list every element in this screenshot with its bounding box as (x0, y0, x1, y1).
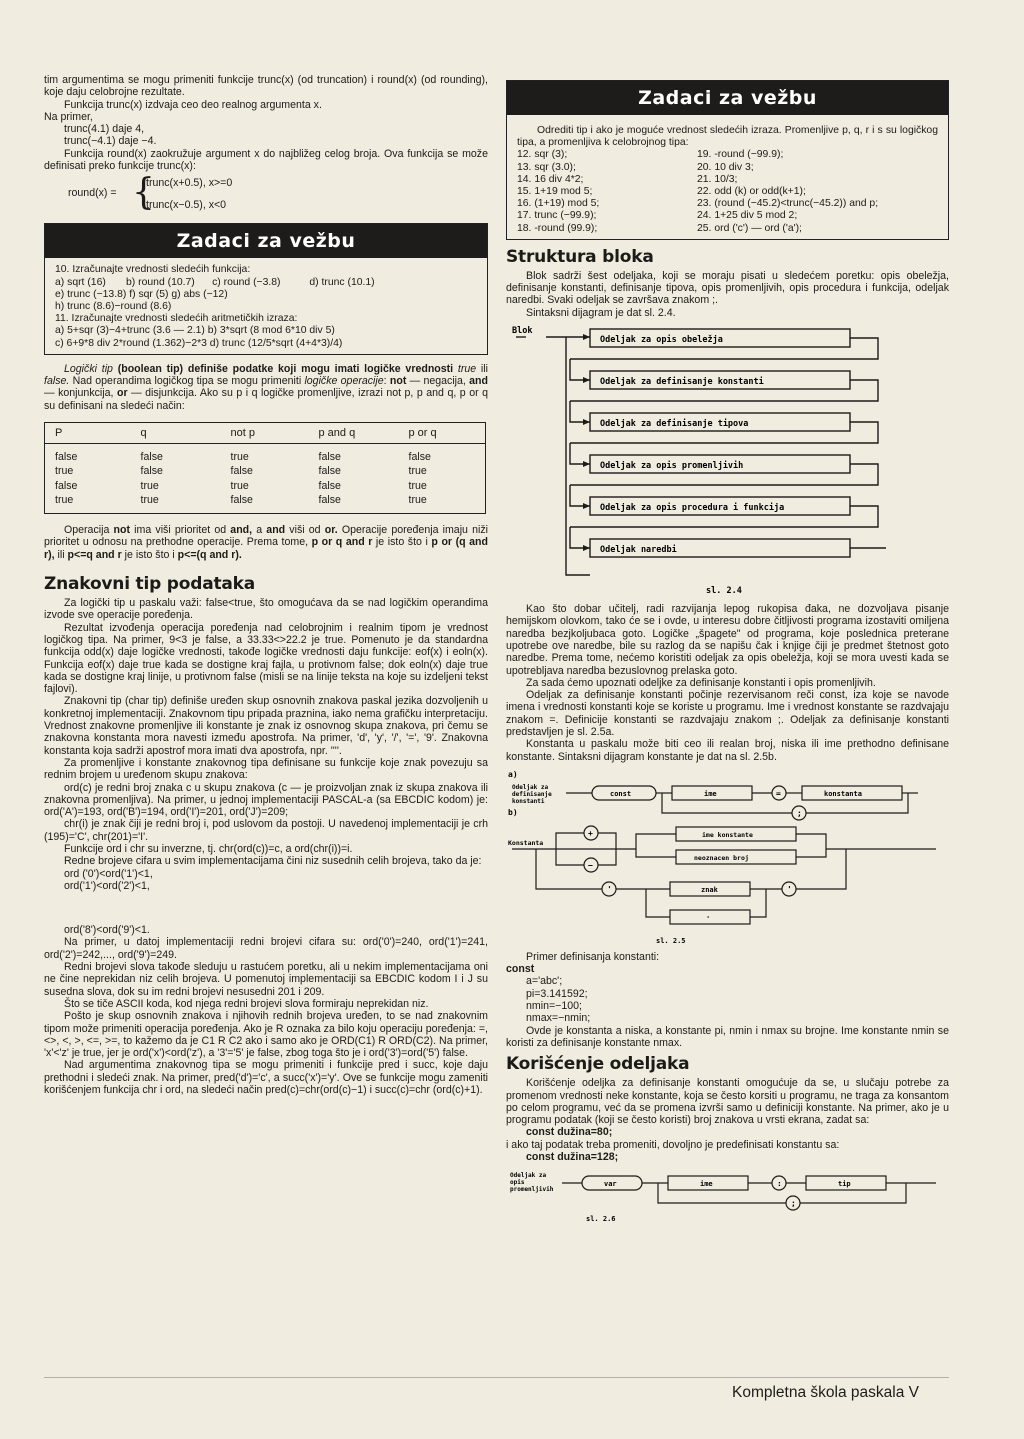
char-paragraph: Za logički tip u paskalu važi: false<true, što omogućava da se nad logičkim operandima izvode sve operacije poređenja. (44, 597, 488, 622)
page-footer: Kompletna škola paskala V (732, 1384, 919, 1401)
truth-header: p or q (399, 422, 486, 443)
truth-cell: false (318, 493, 341, 506)
right-column (506, 80, 949, 1225)
text-run: ili (54, 548, 68, 561)
exercise-item: 21. 10/3; (697, 173, 738, 185)
text-run: ili (476, 362, 488, 375)
diagram-apostrophe: ' (787, 884, 792, 894)
goto-paragraph: Odeljak za definisanje konstanti počinje rezervisanom reči const, iza koje se navode imena i vrednosti konstanti koje se koriste u programu. Ime i vrednost konstante se razdvajaju znakom =. Definicije konstanti se razdvajaju znakom ;. Odeljak za definisanje konstanti predstavljen je sl. 2.5a. (506, 689, 949, 738)
truth-cell: true (140, 493, 159, 506)
diagram-ime: ime (704, 789, 717, 798)
diagram-const-keyword: const (610, 789, 632, 798)
use-paragraph: i ako taj podatak treba promeniti, dovoljno je predefinisati konstantu sa: (506, 1138, 840, 1151)
diagram-apostrophe: ' (607, 884, 612, 894)
round-case-1: trunc(x+0.5), x>=0 (146, 177, 233, 190)
diagram-box: Odeljak naredbi (600, 545, 677, 556)
exercise-item: 12. sqr (3); (517, 149, 568, 161)
diagram-label-b: b) (508, 807, 518, 817)
truth-cell: false (55, 479, 78, 492)
char-paragraph: Za promenljive i konstante znakovnog tipa definisane su funkcije koje znak povezuju sa rednim brojem u uređenom skupu znakova: (44, 756, 488, 782)
ord-line: ord('1')<ord('2')<1, (64, 879, 150, 892)
truth-cell: true (230, 479, 249, 492)
goto-paragraph: Za sada ćemo upoznati odeljke za definisanje konstanti i opis promenljivih. (526, 676, 876, 689)
diagram-box: Odeljak za definisanje konstanti (600, 377, 764, 388)
truth-cell: false (140, 450, 163, 463)
table-row (45, 464, 486, 478)
keyword: or. (324, 524, 338, 537)
text-run: ima viši prioritet od (130, 524, 231, 537)
text-run: Operacija (64, 524, 114, 537)
truth-cell: true (408, 479, 427, 492)
struct-paragraph: Blok sadrži šest odeljaka, koji se moraju pisati u sledećem poretku: opis obeležja, definisanje konstanti, definisanje tipova, opis promenljivih, opis procedura i funkcija, odeljak naredbi. Svaki odeljak se završava znakom ;. (506, 269, 949, 307)
char-paragraph: Redne brojeve cifara u svim implementacijama čini niz susednih celih brojeva, tako da je: (64, 855, 482, 868)
truth-header: not p (221, 422, 309, 443)
diagram-semicolon: ; (797, 808, 802, 818)
logical-type-paragraph (44, 363, 488, 412)
exercise-pair (517, 198, 938, 210)
char-paragraph: Rezultat izvođenja operacija poređenja nad celobrojnim i realnim tipom je vrednost logičkog tipa. Na primer, 9<3 je false, a 33.33<>22.2 je true. Pomenuto je da standardna funkcija odd(x) daje logičke vrednosti, takođe logičke vrednosti daju funkcije: eof(x) i eoln(x). Funkcija eof(x) daje true kada se dostigne kraj fajla, u protivnom false; dok eoln(x) daje true kada se dostigne kraj linije, u protivnom false (misli se na linije teksta na koje su izdeljeni tekst fajlovi). (44, 621, 488, 696)
trunc-description: Funkcija trunc(x) izdvaja ceo deo realnog argumenta x. (64, 98, 322, 111)
char-paragraph: Pošto je skup osnovnih znakova i njihovih rednih brojeva uređen, to se nad znakovnim tipom može primeniti operacija poređenja. Ako je R oznaka za bilo koju operaciju poređenja: =, <>, <, >, <=, >=, to kažemo da je C1 R C2 ako i samo ako je ORD(C1) R ORD(C2). Na primer, 'x'<'z' je true, jer je ord('x')<ord('z'), a '3'='5' je false, zbog toga što je i ord('3')=ord('5') false. (44, 1010, 488, 1060)
diagram-ime-konstante: ime konstante (702, 830, 753, 839)
char-paragraph: chr(i) je znak čiji je redni broj i, pod uslovom da postoji. U navedenoj implementaciji je crh (195)='C', chr(201)='I'. (44, 818, 488, 843)
exercise-pair (517, 186, 938, 198)
exercise-line: 10. Izračunajte vrednosti sledećih funkcija: (55, 264, 251, 276)
text-run: Operacije poređenja imaju niži prioritet u odnosu na prethodne operacije. Prema tome, (44, 524, 488, 549)
brace-icon: { (132, 172, 155, 214)
exercise-item: 15. 1+19 mod 5; (517, 186, 593, 198)
goto-paragraph: Kao što dobar učitelj, radi razvijanja lepog rukopisa đaka, ne dozvoljava pisanje hemijskom olovkom, tako će se i ovde, u interesu dobre čitljivosti programa izostaviti omiljena naredba bezjkoljubaca goto. Logičke „špagete" od programa, koje poslednica preterane upotrebe ove naredbe, bile su razlog da se napišu čak i knjige čiji je predmet štetnost goto naredbe. Prema tome, nećemo koristiti odeljak za opis obeležja, koji se mora uvesti kada se upotrebljava naredba bezuslovnog prelaska goto. (506, 603, 949, 677)
diagram-label-odeljak: konstanti (512, 797, 545, 805)
truth-cell: true (230, 450, 249, 463)
diagram-apostrophe: ' (706, 914, 711, 923)
exercise-title: Zadaci za vežbu (507, 81, 948, 115)
term: false. (44, 375, 70, 388)
diagram-konstanta: konstanta (824, 789, 862, 798)
diagram-eq: = (776, 788, 781, 798)
truth-cell: false (230, 465, 253, 478)
truth-cell: false (408, 450, 431, 463)
exercise-title: Zadaci za vežbu (45, 224, 487, 258)
char-paragraph: Znakovni tip (char tip) definiše uređen skup osnovnih znakova paskal jezika dozvoljenih u konkretnoj implementaciji. Znakovnom tipu pripada praznina, iako nema grafičku interpretaciju. Vrednost znakovne promenljive ili konstante je znak iz osnovnog skupa znakova, pri čemu se znakovna konstanta mora navesti između apostrofa. Na primer, 'd', 'y', '/', '=', '9'. Znakovna konstanta koja sadrži apostrof mora imati dva apostrofa, npr. ''''. (44, 695, 488, 757)
section-heading-struct: Struktura bloka (506, 246, 654, 267)
keyword: p<=(q and r). (177, 548, 242, 561)
text-run: (boolean tip) definiše podatke koji mogu imati logičke vrednosti (112, 362, 458, 375)
use-paragraph: Korišćenje odeljka za definisanje konstanti omogućuje da se, u slučaju potrebe za promenom vrednosti neke konstante, koja se često korsiti u programu, ne traga za konsantom po celom programu, već da se promena izvrši samo u definiciji konstante. Na primer, ako je u programu podatak (koji se često koristi) broj znakova u vrsti ekrana, zadat sa: (506, 1077, 949, 1127)
exercise-item: 23. (round (−45.2)<trunc(−45.2)) and p; (697, 198, 879, 210)
diagram-label-konstanta: Konstanta (508, 838, 544, 847)
char-paragraph: Što se tiče ASCII koda, kod njega redni brojevi slova formiraju neprekidan niz. (64, 997, 429, 1010)
exercise-item: 17. trunc (−99.9); (517, 210, 597, 222)
exercise-pair (517, 174, 938, 186)
exercise-item: 19. -round (−99.9); (697, 149, 784, 161)
exercise-box-right (506, 80, 949, 240)
exercise-item: 14. 16 div 4*2; (517, 173, 584, 185)
round-label: round(x) = (68, 187, 117, 200)
keyword: and (469, 375, 488, 388)
exercise-intro: Odrediti tip i ako je moguće vrednost sledećih izraza. Promenljive p, q, r i s su logičkog tipa, a promenljiva k celobrojnog tipa: (517, 125, 938, 149)
diagram-label-odeljak: definisanje (512, 790, 552, 798)
section-heading-char: Znakovni tip podataka (44, 574, 256, 595)
exercise-line: a) sqrt (16) b) round (10.7) c) round (−3.8) d) trunc (10.1) (55, 276, 375, 288)
table-row (45, 479, 486, 493)
exercise-body (507, 115, 948, 239)
example-lead: Na primer, (44, 110, 93, 123)
diagram-label-odeljak: Odeljak za (510, 1172, 547, 1180)
exercise-line: h) trunc (8.6)−round (8.6) (55, 300, 172, 312)
exercise-line: c) 6+9*8 div 2*round (1.362)−2*3 d) trunc (12/5*sqrt (4+4*3)/4) (55, 337, 343, 349)
exercise-item: 22. odd (k) or odd(k+1); (697, 186, 806, 198)
truth-cell: false (318, 450, 341, 463)
truth-header: p and q (309, 422, 399, 443)
char-paragraph: Redni brojevi slova takođe sleduju u rastućem poretku, ali u nekim implementacijama oni ne čine neprekidan niz celih brojeva. U pomenutoj implementaciji sa EBCDIC kodom I i J su susedna slova, dok su im redni brojevi nesusedni 201 i 209. (44, 961, 488, 998)
truth-cell: false (318, 465, 341, 478)
truth-header: P (45, 422, 131, 443)
trunc-example-2: trunc(−4.1) daje −4. (64, 135, 157, 148)
diagram-semicolon: ; (791, 1199, 796, 1209)
const-line: a='abc'; (526, 975, 563, 988)
truth-cell: false (318, 479, 341, 492)
keyword: not (113, 524, 130, 537)
exercise-pair (517, 223, 938, 235)
text-run: Nad operandima logičkog tipa se mogu primeniti (69, 375, 305, 388)
char-paragraph: Funkcije ord i chr su inverzne, tj. chr(ord(c))=c, a ord(chr(i))=i. (64, 843, 353, 855)
exercise-pair (517, 162, 938, 174)
exercise-line: 11. Izračunajte vrednosti sledećih aritmetičkih izraza: (55, 313, 298, 325)
diagram-box: Odeljak za opis promenljivih (600, 461, 744, 472)
const-line: pi=3.141592; (526, 987, 588, 1000)
exercise-item: 18. -round (99.9); (517, 222, 598, 234)
text-run: — negacija, (406, 375, 470, 388)
text-run: — konjunkcija, (44, 387, 117, 400)
exercise-pair (517, 149, 938, 161)
round-definition (44, 172, 488, 217)
truth-cell: true (55, 493, 74, 506)
truth-cell: true (408, 493, 427, 506)
text-run: — disjunkcija. Ako su p i q logičke promenljive, izrazi not p, p and q, p or q su definisani na sledeći način: (44, 387, 489, 412)
diagram-label-odeljak: promenljivih (510, 1186, 554, 1194)
keyword: const (506, 963, 535, 976)
figure-caption: sl. 2.4 (706, 586, 742, 597)
exercise-item: 20. 10 div 3; (697, 161, 754, 173)
text-run: : (383, 375, 390, 388)
diagram-label-odeljak: Odeljak za (512, 783, 549, 791)
diagram-box: Odeljak za definisanje tipova (600, 419, 749, 430)
block-syntax-diagram (506, 325, 949, 601)
term: Logički tip (64, 362, 113, 375)
figure-caption: sl. 2.5 (656, 936, 686, 945)
diagram-colon: : (777, 1179, 782, 1189)
keyword: or (116, 387, 128, 400)
code-line: const dužina=80; (526, 1126, 613, 1139)
constant-syntax-diagram (506, 769, 949, 949)
term: logičke operacije (304, 375, 384, 388)
footer-rule (44, 1377, 949, 1378)
diagram-plus: + (588, 828, 593, 838)
diagram-label-blok: Blok (512, 326, 533, 337)
truth-table (44, 422, 486, 514)
diagram-znak: znak (701, 885, 718, 894)
keyword: and, (230, 524, 253, 537)
keyword: and (266, 524, 286, 537)
ord-line: ord ('0')<ord('1')<1, (64, 867, 153, 880)
code-line: const dužina=128; (526, 1151, 619, 1164)
exercise-line: a) 5+sqr (3)−4+trunc (3.6 — 2.1) b) 3*sqrt (8 mod 6*10 div 5) (55, 325, 335, 337)
const-explanation: Ovde je konstanta a niska, a konstante pi, nmin i nmax su brojne. Ime konstante nmin se koristi za definisanje konstante nmax. (506, 1024, 949, 1049)
keyword: p or q and r (311, 536, 373, 549)
round-case-2: trunc(x−0.5), x<0 (146, 199, 227, 212)
exercise-box-left (44, 223, 488, 354)
section-heading-use: Korišćenje odeljaka (506, 1054, 690, 1075)
text-run: a (252, 524, 267, 537)
goto-paragraph: Konstanta u paskalu može biti ceo ili realan broj, niska ili ime prethodno definisane konstante. Sintaksni dijagram konstante je dat na sl. 2.5b. (506, 738, 949, 763)
char-paragraph: ord(c) je redni broj znaka c u skupu znakova (c — je proizvoljan znak iz skupa znakova ili znakovna promenljiva). Na primer, u jednoj implementaciji PASCAL-a (sa EBCDIC kodom) je: ord('A')=193, ord('B')=194, ord('I')=201, ord('J')=209; (44, 781, 488, 819)
trunc-example-1: trunc(4.1) daje 4, (64, 123, 145, 136)
diagram-var-keyword: var (604, 1180, 617, 1189)
diagram-label-a: a) (508, 769, 518, 779)
diagram-tip: tip (838, 1180, 851, 1189)
keyword: not (389, 375, 407, 388)
diagram-label-odeljak: opis (510, 1179, 525, 1187)
exercise-pair (517, 210, 938, 222)
const-line: nmax=−nmin; (526, 1012, 591, 1025)
figure-caption: sl. 2.6 (586, 1215, 616, 1224)
variable-syntax-diagram (506, 1167, 949, 1225)
const-keyword (506, 963, 949, 975)
truth-cell: true (408, 465, 427, 478)
exercise-line: e) trunc (−13.8) f) sqr (5) g) abs (−12) (55, 288, 228, 300)
truth-cell: false (55, 450, 78, 463)
truth-header: q (131, 422, 221, 443)
left-column (44, 74, 488, 1096)
truth-header-row (45, 422, 486, 443)
table-row (45, 493, 486, 514)
intro-paragraph: tim argumentima se mogu primeniti funkcije trunc(x) (od truncation) i round(x) (od rounding), koje daju celobrojne rezultate. (44, 74, 488, 99)
exercise-item: 16. (1+19) mod 5; (517, 198, 600, 210)
keyword: p or (q and r), (44, 536, 488, 561)
char-paragraph: Na primer, u datoj implementaciji redni brojevi cifara su: ord('0')=240, ord('1')=241, ord('2')=242,..., ord('9')=249. (44, 936, 488, 961)
priority-paragraph (44, 524, 488, 561)
diagram-box: Odeljak za opis obeležja (600, 335, 723, 346)
round-description: Funkcija round(x) zaokružuje argument x do najbližeg celog broja. Ova funkcija se može definisati preko funkcije trunc(x): (44, 147, 488, 173)
exercise-item: 13. sqr (3.0); (517, 161, 576, 173)
diagram-box: Odeljak za opis procedura i funkcija (600, 503, 785, 514)
table-row (45, 443, 486, 464)
keyword: p<=q and r (67, 548, 122, 561)
truth-cell: true (140, 479, 159, 492)
diagram-minus: − (588, 860, 593, 870)
ord-line: ord('8')<ord('9')<1. (64, 924, 150, 937)
text-run: je isto što i (372, 536, 432, 549)
text-run: viši od (285, 524, 325, 537)
example-title: Primer definisanja konstanti: (526, 950, 660, 963)
truth-cell: false (140, 465, 163, 478)
char-paragraph: Nad argumentima znakovnog tipa se mogu primeniti i funkcije pred i succ, koje daju prethodni i sledeći znak. Na primer, pred('d')='c', a succ('x')='y'. Ove se funkcije mogu zameniti korišćenjem funkcija chr i ord, na sledeći način pred(c)=chr(ord(c)−1) i succ(c)=chr (ord(c)+1). (44, 1059, 488, 1097)
struct-paragraph: Sintaksni dijagram je dat sl. 2.4. (526, 306, 676, 319)
exercise-body (45, 258, 487, 353)
spacer (44, 892, 488, 924)
exercise-item: 25. ord ('c') — ord ('a'); (697, 222, 802, 234)
term: true (457, 362, 477, 375)
const-line: nmin=−100; (526, 1000, 582, 1013)
truth-cell: false (230, 493, 253, 506)
exercise-item: 24. 1+25 div 5 mod 2; (697, 210, 798, 222)
diagram-neoznacen-broj: neoznacen broj (694, 853, 749, 862)
truth-cell: true (55, 465, 74, 478)
text-run: je isto što i (121, 548, 178, 561)
diagram-ime: ime (700, 1180, 713, 1189)
